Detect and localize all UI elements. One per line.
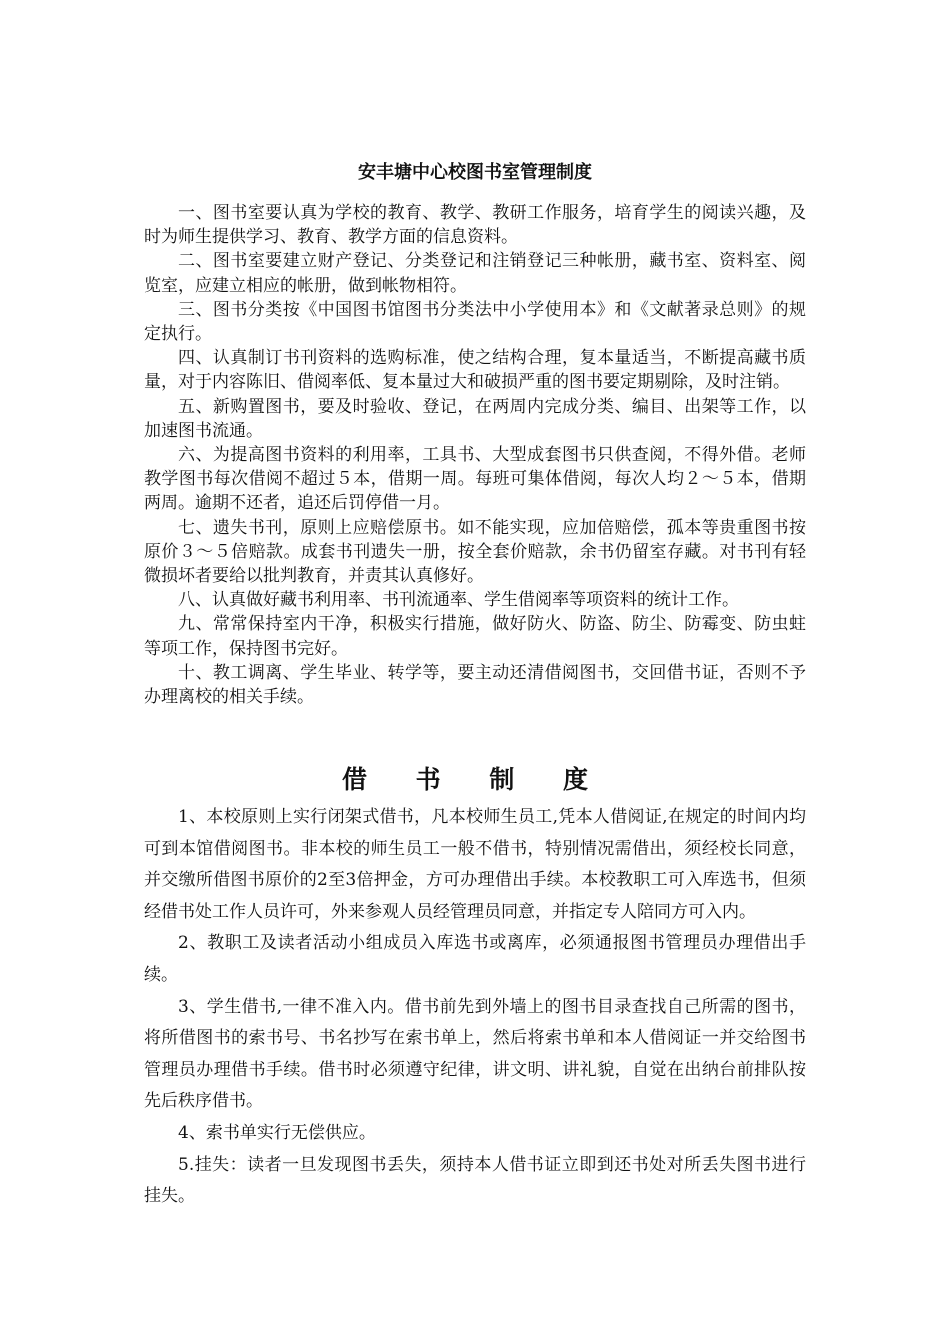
borrow-rule-paragraph: 3、学生借书,一律不准入内。借书前先到外墙上的图书目录查找自己所需的图书，将所借图书的索书号、书名抄写在索书单上，然后将索书单和本人借阅证一并交给图书管理员办理借书手续。借书时必须遵守纪律，讲文明、讲礼貌，自觉在出纳台前排队按先后秩序借书。 (144, 996, 806, 1112)
management-rules-section (144, 201, 806, 709)
rule-paragraph: 一、图书室要认真为学校的教育、教学、教研工作服务，培育学生的阅读兴趣，及时为师生提供学习、教育、教学方面的信息资料。 (144, 203, 806, 248)
borrow-rule-paragraph: 1、本校原则上实行闭架式借书，凡本校师生员工,凭本人借阅证,在规定的时间内均可到本馆借阅图书。非本校的师生员工一般不借书，特别情况需借出，须经校长同意，并交缴所借图书原价的2至3倍押金，方可办理借出手续。本校教职工可入库选书，但须经借书处工作人员许可，外来参观人员经管理员同意，并指定专人陪同方可入内。 (144, 807, 806, 922)
borrow-rule-paragraph: 2、教职工及读者活动小组成员入库选书或离库，必须通报图书管理员办理借出手续。 (144, 933, 806, 985)
borrowing-rules-title: 借 书 制 度 (341, 765, 609, 794)
rule-paragraph: 九、常常保持室内干净，积极实行措施，做好防火、防盗、防尘、防霉变、防虫蛀等项工作，保持图书完好。 (144, 614, 806, 659)
borrow-rule-paragraph: 4、索书单实行无偿供应。 (178, 1122, 376, 1143)
rule-paragraph: 四、认真制订书刊资料的选购标准，使之结构合理，复本量适当，不断提高藏书质量，对于内容陈旧、借阅率低、复本量过大和破损严重的图书要定期剔除，及时注销。 (144, 348, 806, 393)
rule-paragraph: 六、为提高图书资料的利用率，工具书、大型成套图书只供查阅，不得外借。老师教学图书每次借阅不超过５本，借期一周。每班可集体借阅，每次人均２～５本，借期两周。逾期不还者，追还后罚停借一月。 (144, 445, 806, 514)
rule-paragraph: 十、教工调离、学生毕业、转学等，要主动还清借阅图书，交回借书证，否则不予办理离校的相关手续。 (144, 662, 806, 708)
rule-paragraph: 三、图书分类按《中国图书馆图书分类法中小学使用本》和《文献著录总则》的规定执行。 (144, 299, 806, 345)
borrow-rule-paragraph: 5.挂失：读者一旦发现图书丢失，须持本人借书证立即到还书处对所丢失图书进行挂失。 (144, 1154, 806, 1207)
borrowing-rules-section (144, 802, 806, 1213)
rule-paragraph: 七、遗失书刊，原则上应赔偿原书。如不能实现，应加倍赔偿，孤本等贵重图书按原价３～５倍赔款。成套书刊遗失一册，按全套价赔款，余书仍留室存藏。对书刊有轻微损坏者要给以批判教育，并责其认真修好。 (144, 517, 806, 587)
rule-paragraph: 五、新购置图书，要及时验收、登记，在两周内完成分类、编目、出架等工作，以加速图书流通。 (144, 396, 806, 441)
rule-paragraph: 二、图书室要建立财产登记、分类登记和注销登记三种帐册，藏书室、资料室、阅览室，应建立相应的帐册，做到帐物相符。 (144, 251, 806, 296)
rule-paragraph: 八、认真做好藏书利用率、书刊流通率、学生借阅率等项资料的统计工作。 (178, 590, 739, 611)
management-rules-title: 安丰塘中心校图书室管理制度 (358, 162, 592, 183)
